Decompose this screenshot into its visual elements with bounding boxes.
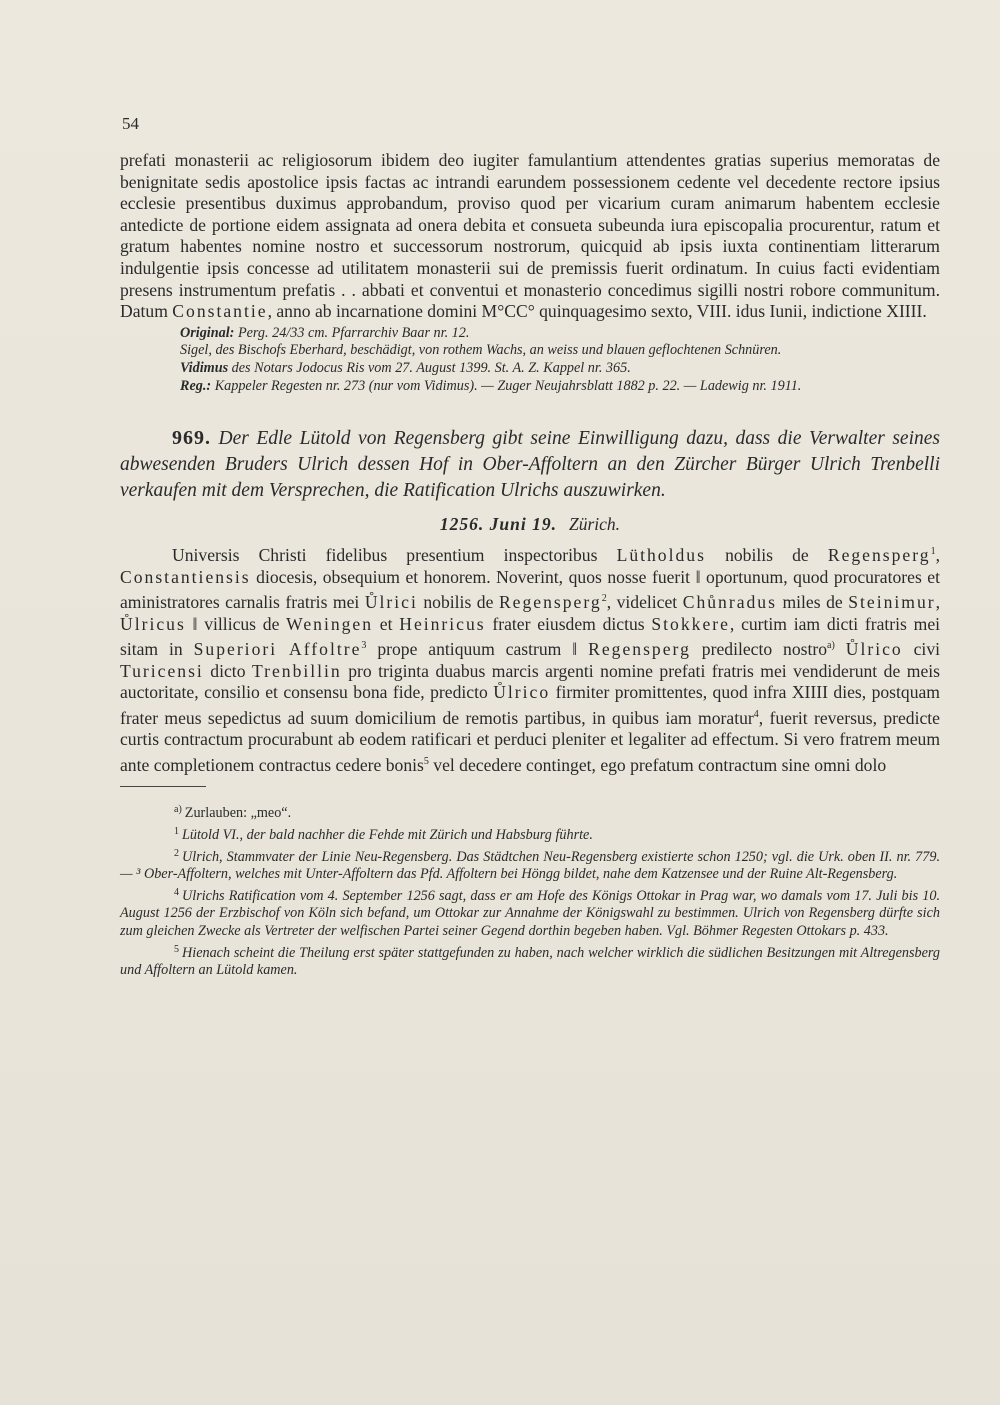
note-reg-label: Reg.: xyxy=(180,377,212,394)
note-vidimus-label: Vidimus xyxy=(180,359,229,376)
footnote xyxy=(120,823,940,845)
footnote-mark: 1 xyxy=(174,825,179,837)
proper-name: Weningen xyxy=(286,613,374,634)
text-segment: firmiter promittentes, quod infra XIIII dies, postquam frater meus sepedictus ad suum domicilium de remotis partibus, in quibus iam moratur xyxy=(120,682,940,728)
proper-name: Regensperg xyxy=(498,592,602,613)
footnote xyxy=(120,801,940,823)
text-segment: prope antiquum castrum ‖ xyxy=(366,639,589,660)
note-original-label: Original: xyxy=(180,324,235,341)
proper-name: Turicensi xyxy=(120,660,204,681)
footnote-text: Ulrich, Stammvater der Linie Neu-Regensberg. Das Städtchen Neu-Regensberg existierte schon 1250; vgl. die Urk. oben II. nr. 779. — ³ Ober-Affoltern, welches mit Unter-Affoltern das Pfd. Affoltern bei Höngg bildet, nahe dem Katzensee und der Ruine Alt-Regensberg. xyxy=(120,848,940,883)
charter-date: 1256. Juni 19. xyxy=(439,514,557,535)
proper-name: Regensperg xyxy=(588,639,691,660)
previous-charter-place: Constantie xyxy=(172,301,268,322)
text-segment: civi xyxy=(902,639,940,660)
note-seal: Sigel, des Bischofs Eberhard, beschädigt, von rothem Wachs, an weiss und blauen geflochtenen Schnüren. xyxy=(180,342,782,359)
note-original-text: Perg. 24/33 cm. Pfarrarchiv Baar nr. 12. xyxy=(237,324,470,341)
footnote-ref: 1 xyxy=(930,546,936,558)
proper-name: Ůlrico xyxy=(493,682,551,703)
proper-name: Trenbillin xyxy=(251,660,342,681)
footnote xyxy=(120,941,940,980)
source-notes xyxy=(120,325,940,395)
text-segment: , videlicet xyxy=(606,592,683,613)
proper-name: Ůlrici xyxy=(364,592,418,613)
text-segment: nobilis de xyxy=(705,544,828,565)
text-segment: , curtim iam dicti fratris mei sitam in xyxy=(120,613,941,660)
footnote-ref: 5 xyxy=(423,755,429,767)
footnote-text: Hienach scheint die Theilung erst später stattgefunden zu haben, nach welcher wirklich die südlichen Besitzungen mit Altregensberg und Affoltern an Lütold kamen. xyxy=(120,944,940,979)
previous-charter-text xyxy=(120,150,940,323)
text-segment: predilecto nostro xyxy=(690,639,828,660)
note-reg-text: Kappeler Regesten nr. 273 (nur vom Vidimus). — Zuger Neujahrsblatt 1882 p. 22. — Ladewig nr. 1911. xyxy=(214,377,802,394)
text-segment: , fuerit reversus, predicte curtis contractum procurabunt ab eodem ratificari et perduci pleniter et legaliter ad effectum. Si vero fratrem meum ante completionem contractus cedere bonis xyxy=(120,707,940,775)
note-regesten xyxy=(120,378,940,396)
text-segment: et xyxy=(373,613,400,634)
text-segment: , xyxy=(935,544,940,565)
note-original xyxy=(120,325,940,343)
footnote-text: Zurlauben: „meo“. xyxy=(184,805,292,822)
footnote-mark: 5 xyxy=(174,943,179,955)
charter-date-line xyxy=(120,514,940,535)
text-segment: dicto xyxy=(203,660,252,681)
proper-name: Regensperg xyxy=(827,544,931,565)
proper-name: Heinricus xyxy=(399,613,486,634)
footnote-mark: 2 xyxy=(174,847,179,859)
footnote xyxy=(120,845,940,884)
footnote-ref: 3 xyxy=(361,640,367,652)
charter-text xyxy=(120,541,940,776)
proper-name: Superiori Affoltre xyxy=(193,639,362,660)
footnote-text: Lütold VI., der bald nachher die Fehde mit Zürich und Habsburg führte. xyxy=(182,826,593,843)
previous-charter-ending: , anno ab incarnatione domini M°CC° quinquagesimo sexto, VIII. idus Iunii, indictione XIIII. xyxy=(267,301,927,322)
proper-name: Steinimur xyxy=(848,592,936,613)
proper-name: Stokkere xyxy=(651,613,730,634)
page-number: 54 xyxy=(122,114,139,133)
text-segment: Universis Christi fidelibus presentium inspectoribus xyxy=(172,544,617,565)
text-segment: , xyxy=(935,592,941,613)
note-vidimus-text: des Notars Jodocus Ris vom 27. August 1399. St. A. Z. Kappel nr. 365. xyxy=(231,359,631,376)
footnote-ref: a) xyxy=(827,640,835,652)
charter-number: 969. xyxy=(172,427,211,450)
proper-name: Chůnradus xyxy=(682,592,777,613)
page-body xyxy=(120,150,940,980)
text-segment: miles de xyxy=(776,592,849,613)
text-segment: frater eiusdem dictus xyxy=(485,613,652,634)
footnote-text: Ulrichs Ratification vom 4. September 1256 sagt, dass er am Hofe des Königs Ottokar in Prag war, wo damals vom 17. Juli bis 10. August 1256 der Erzbischof von Köln sich befand, um Ottokar zur Annahme der Königswahl zu bestimmen. Ulrich von Regensberg dürfte sich zum gleichen Zwecke als Vertreter der welfischen Partei seiner Gegend dorthin begeben haben. Vgl. Böhmer Regesten Ottokars p. 433. xyxy=(120,887,940,939)
footnote xyxy=(120,884,940,941)
footnote-ref: 4 xyxy=(753,708,759,720)
text-segment: nobilis de xyxy=(417,592,499,613)
proper-name: Ůlricus xyxy=(120,613,186,634)
charter-heading xyxy=(120,425,940,504)
charter-summary: Der Edle Lütold von Regensberg gibt seine Einwilligung dazu, dass die Verwalter seines abwesenden Bruders Ulrich dessen Hof in Ober-Affoltern an den Zürcher Bürger Ulrich Trenbelli verkaufen mit dem Versprechen, die Ratification Ulrichs auszuwirken. xyxy=(120,428,940,502)
text-segment xyxy=(835,639,846,659)
footnotes xyxy=(120,801,940,979)
previous-charter-body: prefati monasterii ac religiosorum ibidem deo iugiter famulantium attendentes gratias superius memoratas de benignitate sedis apostolice ipsis factas ac intrandi earundem possessionem cedente vel decedente rectore ipsius ecclesie presentibus duximus approbandum, proviso quod per vicarium curam animarum habentem ecclesie antedicte de portione eidem assignata ad onera debita et consueta subeunda iura episcopalia procurentur, ratum et gratum habentes nomine nostro et successorum nostrorum, quicquid ab ipsis iuxta continentiam litterarum indulgentie ipsis concesse ad utilitatem monasterii sui de premissis fuerit ordinatum. In cuius facti evidentiam presens instrumentum prefatis . . abbati et conventui et monasterio concedimus sigilli nostri robore communitum. Datum xyxy=(120,150,940,322)
text-segment: ‖ villicus de xyxy=(185,613,287,634)
text-segment: vel decedere continget, ego prefatum contractum sine omni dolo xyxy=(428,754,887,775)
footnote-divider xyxy=(120,786,206,787)
proper-name: Lütholdus xyxy=(616,544,706,565)
note-vidimus xyxy=(120,360,940,378)
charter-place: Zürich. xyxy=(569,514,621,535)
footnote-mark: a) xyxy=(174,804,182,816)
proper-name: Ůlrico xyxy=(845,639,903,660)
footnote-mark: 4 xyxy=(174,886,179,898)
footnote-ref: 2 xyxy=(601,593,607,605)
proper-name: Constantiensis xyxy=(120,566,251,587)
text-segment: pro triginta duabus marcis argenti nomine prefati fratris mei vendiderunt de meis auctoritate, consilio et consensu bona fide, predicto xyxy=(120,660,940,703)
text-segment: diocesis, obsequium et honorem. Noverint, quos nosse fuerit ‖ oportunum, quod procuratores et aministratores carnalis fratris mei xyxy=(120,566,940,613)
